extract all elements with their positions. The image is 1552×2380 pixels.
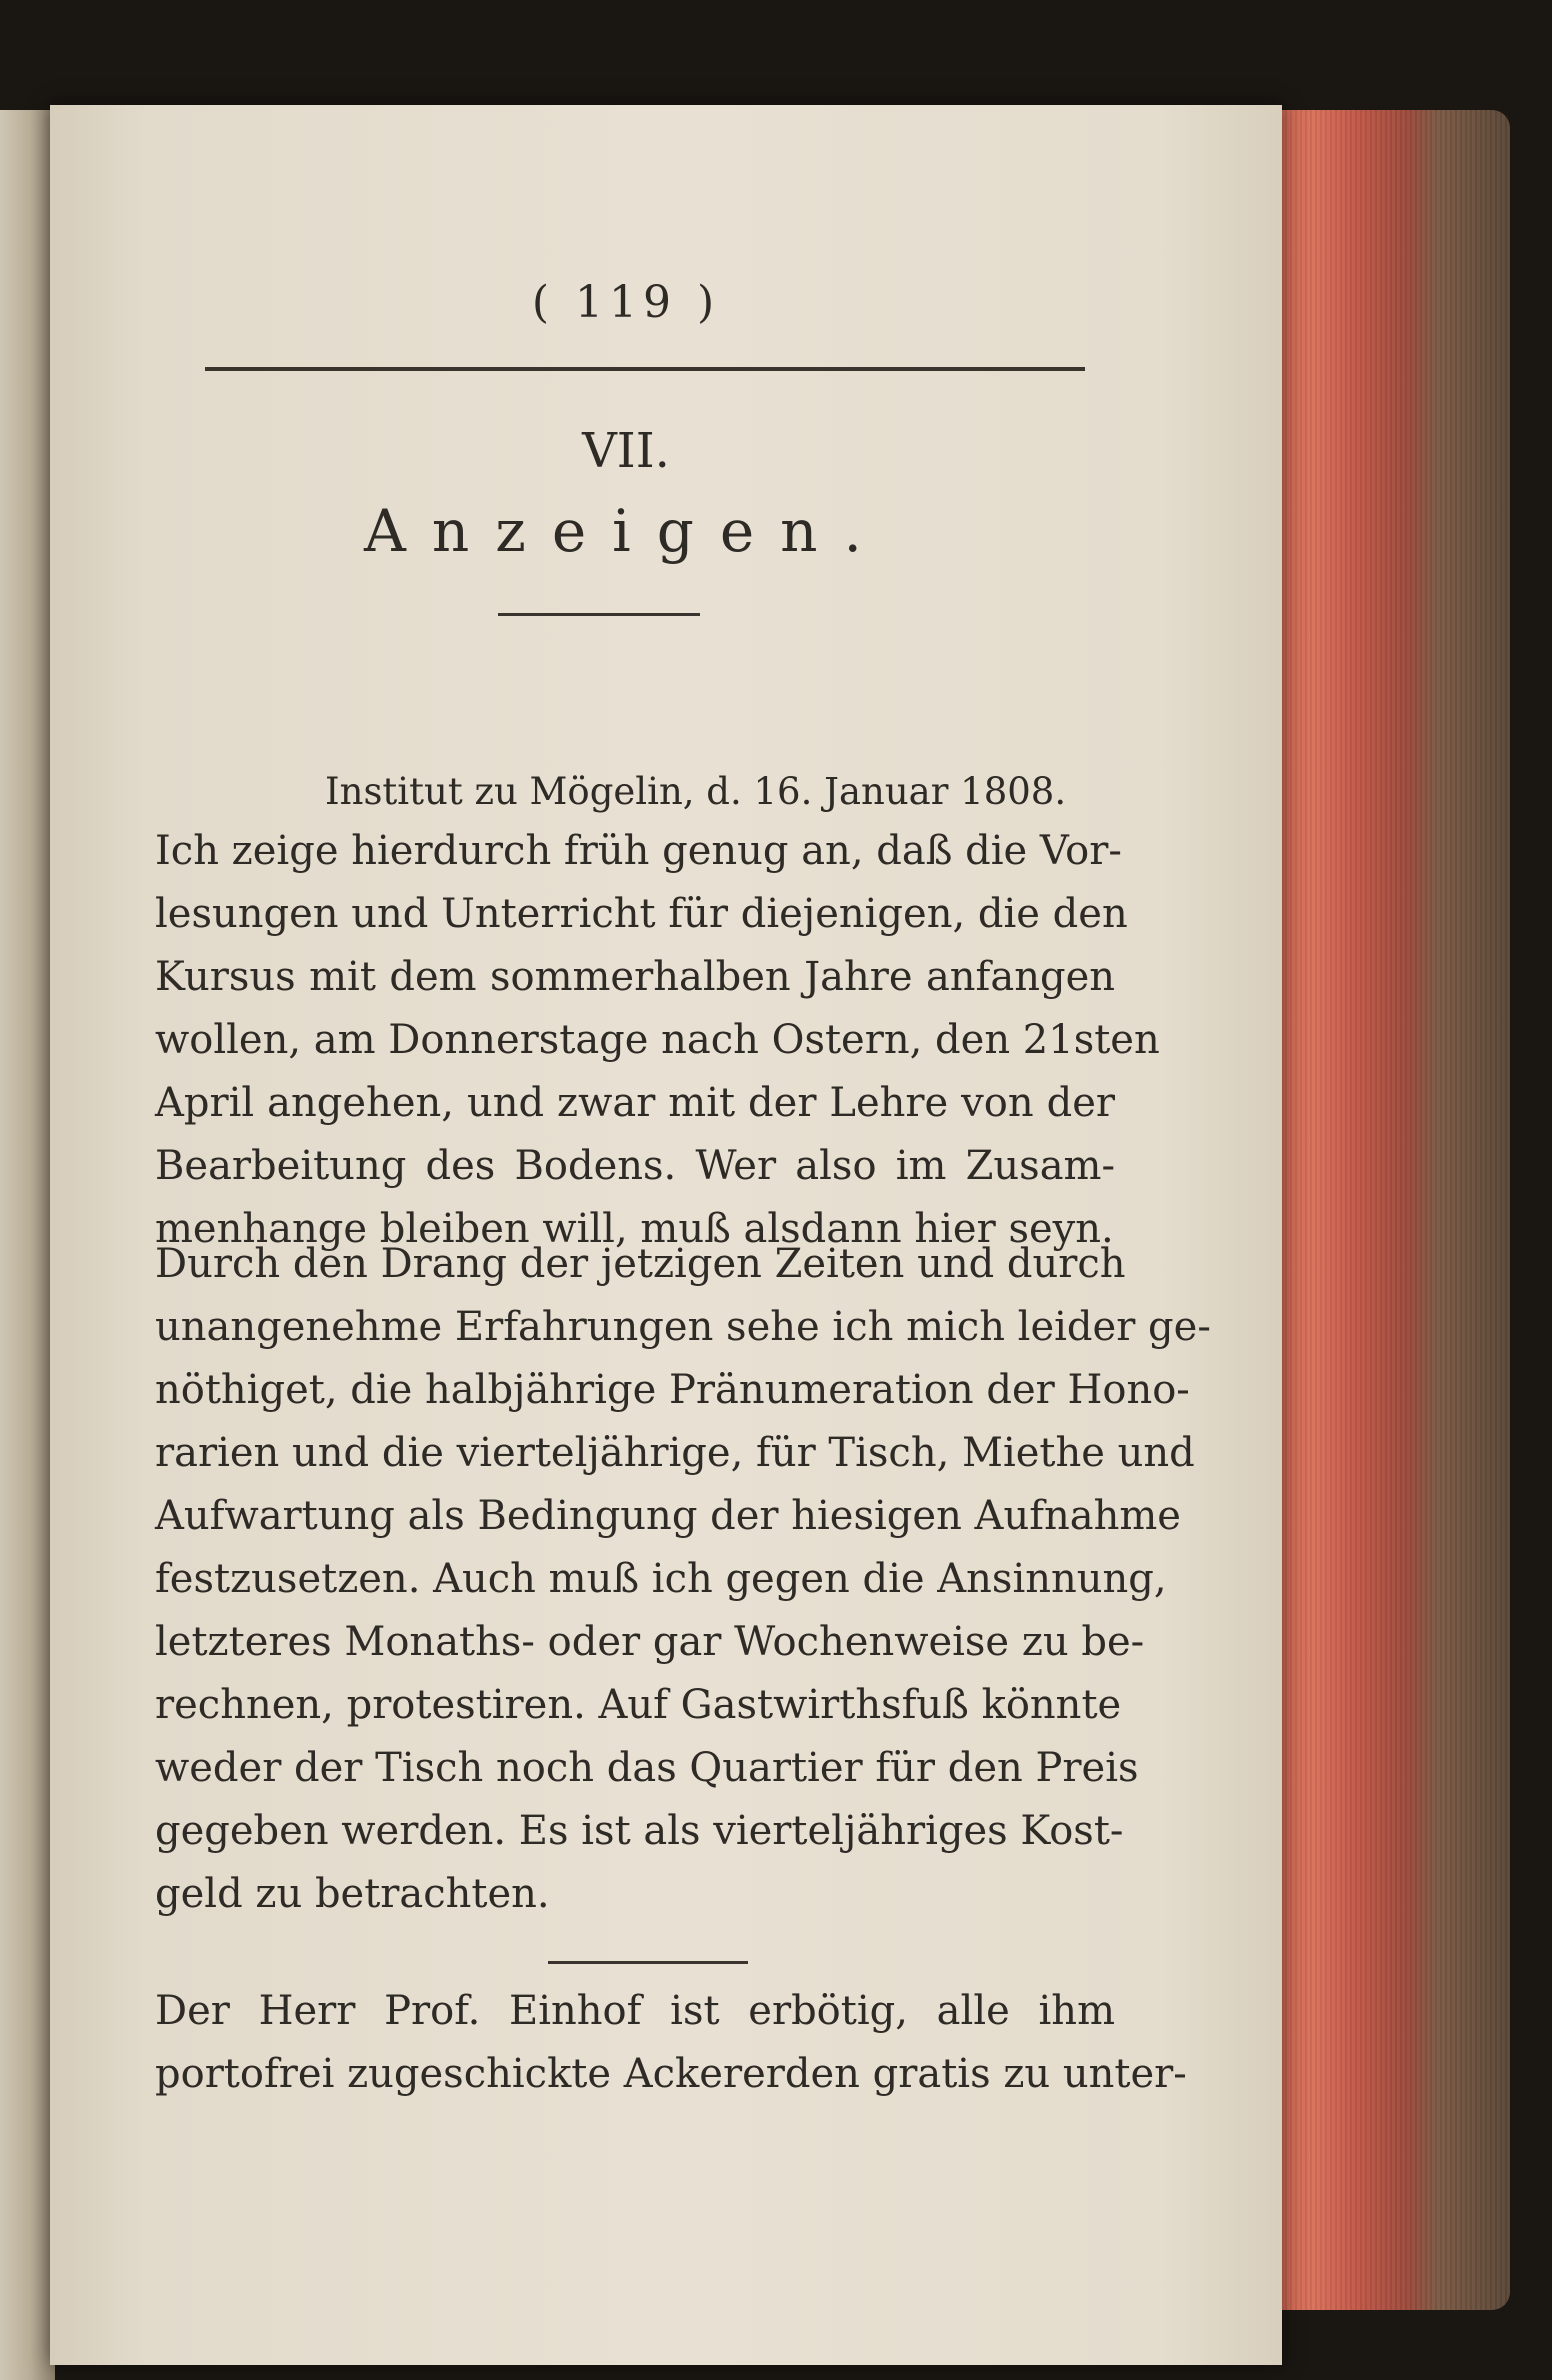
section-divider — [548, 1961, 748, 1964]
text-line: Bearbeitung des Bodens. Wer also im Zusam- — [155, 1143, 1115, 1189]
title-rule — [498, 613, 700, 616]
section-number: VII. — [582, 423, 670, 479]
text-line: Ich zeige hierdurch früh genug an, daß die Vor- — [155, 828, 1122, 874]
text-line: geld zu betrachten. — [155, 1871, 550, 1917]
book-page-edges — [1270, 110, 1510, 2310]
text-line: Aufwartung als Bedingung der hiesigen Aufnahme — [155, 1493, 1181, 1539]
text-line: portofrei zugeschickte Ackererden gratis zu unter- — [155, 2051, 1187, 2097]
text-line: rechnen, protestiren. Auf Gastwirthsfuß könnte — [155, 1682, 1122, 1728]
text-line: unangenehme Erfahrungen sehe ich mich leider ge- — [155, 1304, 1211, 1350]
text-line: gegeben werden. Es ist als vierteljähriges Kost- — [155, 1808, 1124, 1854]
paragraph-1 — [155, 820, 1160, 1261]
header-rule — [205, 367, 1085, 371]
text-line: rarien und die vierteljährige, für Tisch, Miethe und — [155, 1430, 1195, 1476]
text-line: letzteres Monaths- oder gar Wochenweise zu be- — [155, 1619, 1145, 1665]
dateline: Institut zu Mögelin, d. 16. Januar 1808. — [325, 770, 1067, 813]
text-line: lesungen und Unterricht für diejenigen, die den — [155, 891, 1128, 937]
text-line: nöthiget, die halbjährige Pränumeration der Hono- — [155, 1367, 1190, 1413]
paragraph-2 — [155, 1233, 1211, 1926]
section-title: Anzeigen. — [364, 497, 888, 565]
text-line: April angehen, und zwar mit der Lehre von der — [155, 1080, 1115, 1126]
text-line: menhange bleiben will, muß alsdann hier seyn. — [155, 1206, 1114, 1252]
page-number: ( 119 ) — [531, 277, 721, 328]
paragraph-3 — [155, 1980, 1187, 2106]
text-line: Durch den Drang der jetzigen Zeiten und durch — [155, 1241, 1126, 1287]
text-line: festzusetzen. Auch muß ich gegen die Ansinnung, — [155, 1556, 1167, 1602]
book-page — [50, 105, 1282, 2365]
text-line: Der Herr Prof. Einhof ist erbötig, alle ihm — [155, 1988, 1115, 2034]
text-line: wollen, am Donnerstage nach Ostern, den 21sten — [155, 1017, 1160, 1063]
text-line: weder der Tisch noch das Quartier für den Preis — [155, 1745, 1139, 1791]
text-line: Kursus mit dem sommerhalben Jahre anfangen — [155, 954, 1115, 1000]
